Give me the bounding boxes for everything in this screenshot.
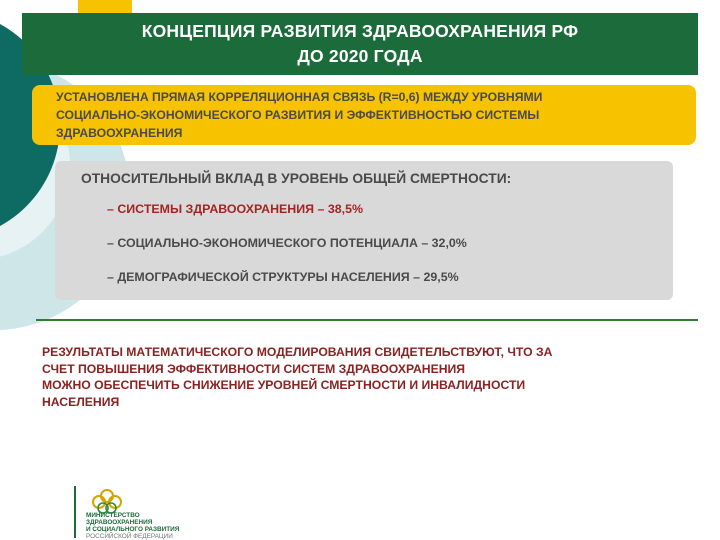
contribution-heading: ОТНОСИТЕЛЬНЫЙ ВКЛАД В УРОВЕНЬ ОБЩЕЙ СМЕРТНОСТИ:	[81, 171, 512, 186]
contribution-item-demographic: – ДЕМОГРАФИЧЕСКОЙ СТРУКТУРЫ НАСЕЛЕНИЯ – 29,5%	[107, 270, 459, 284]
correlation-line-2: СОЦИАЛЬНО-ЭКОНОМИЧЕСКОГО РАЗВИТИЯ И ЭФФЕКТИВНОСТЬЮ СИСТЕМЫ	[56, 108, 540, 122]
contribution-item-healthcare: – СИСТЕМЫ ЗДРАВООХРАНЕНИЯ – 38,5%	[107, 202, 363, 216]
slide-title-line-2: ДО 2020 ГОДА	[297, 46, 423, 66]
ministry-name-line-1: МИНИСТЕРСТВО	[86, 512, 140, 519]
logo-bar	[74, 486, 76, 538]
correlation-callout	[32, 85, 696, 145]
contribution-item-socioeconomic: – СОЦИАЛЬНО-ЭКОНОМИЧЕСКОГО ПОТЕНЦИАЛА – 32,0%	[107, 236, 467, 250]
ministry-name-line-4: РОССИЙСКОЙ ФЕДЕРАЦИИ	[86, 533, 173, 540]
results-line-2: СЧЕТ ПОВЫШЕНИЯ ЭФФЕКТИВНОСТИ СИСТЕМ ЗДРАВООХРАНЕНИЯ	[42, 361, 466, 376]
ministry-logo	[74, 486, 180, 540]
mortality-contribution-panel	[55, 161, 673, 300]
ministry-name	[86, 512, 226, 540]
ministry-name-line-2: ЗДРАВООХРАНЕНИЯ	[86, 519, 153, 526]
section-divider	[36, 319, 698, 321]
correlation-line-1: УСТАНОВЛЕНА ПРЯМАЯ КОРРЕЛЯЦИОННАЯ СВЯЗЬ (R=0,6) МЕЖДУ УРОВНЯМИ	[56, 90, 543, 104]
results-line-4: НАСЕЛЕНИЯ	[42, 394, 120, 409]
ministry-name-line-3: И СОЦИАЛЬНОГО РАЗВИТИЯ	[86, 526, 180, 533]
results-line-1: РЕЗУЛЬТАТЫ МАТЕМАТИЧЕСКОГО МОДЕЛИРОВАНИЯ СВИДЕТЕЛЬСТВУЮТ, ЧТО ЗА	[42, 345, 553, 359]
decorative-gold-tab	[78, 0, 132, 14]
correlation-line-3: ЗДРАВООХРАНЕНИЯ	[56, 126, 183, 140]
slide-title-line-1: КОНЦЕПЦИЯ РАЗВИТИЯ ЗДРАВООХРАНЕНИЯ РФ	[141, 21, 579, 41]
slide-title	[22, 13, 698, 75]
modeling-results-text	[42, 344, 692, 410]
results-line-3: МОЖНО ОБЕСПЕЧИТЬ СНИЖЕНИЕ УРОВНЕЙ СМЕРТНОСТИ И ИНВАЛИДНОСТИ	[42, 378, 526, 392]
